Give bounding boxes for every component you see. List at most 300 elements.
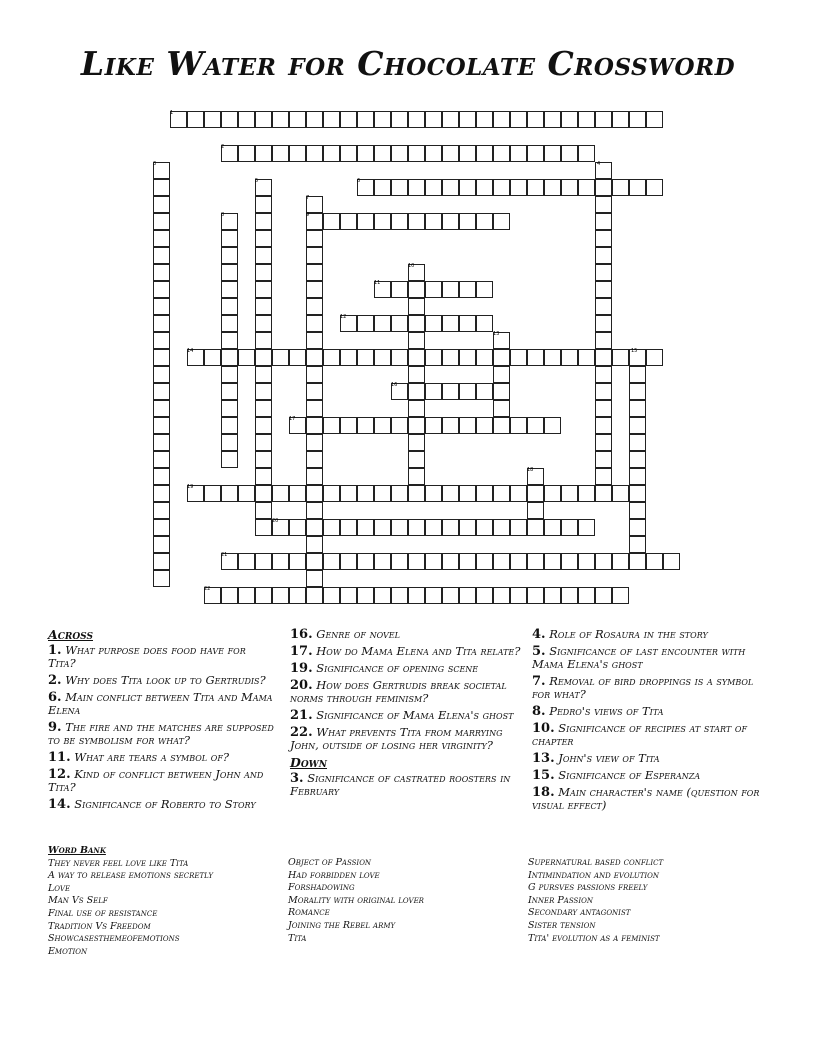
grid-cell[interactable] <box>391 145 408 162</box>
grid-cell[interactable] <box>323 553 340 570</box>
grid-cell[interactable] <box>238 349 255 366</box>
grid-cell[interactable] <box>408 519 425 536</box>
grid-cell[interactable] <box>374 111 391 128</box>
grid-cell[interactable] <box>374 145 391 162</box>
grid-cell[interactable] <box>238 553 255 570</box>
grid-cell[interactable] <box>408 485 425 502</box>
grid-cell[interactable] <box>306 366 323 383</box>
grid-cell[interactable] <box>646 553 663 570</box>
grid-cell[interactable] <box>527 111 544 128</box>
grid-cell[interactable] <box>340 145 357 162</box>
grid-cell[interactable] <box>595 417 612 434</box>
grid-cell[interactable] <box>459 281 476 298</box>
grid-cell[interactable] <box>442 281 459 298</box>
grid-cell[interactable] <box>493 366 510 383</box>
grid-cell[interactable] <box>306 417 323 434</box>
grid-cell[interactable] <box>153 434 170 451</box>
grid-cell[interactable] <box>306 315 323 332</box>
grid-cell[interactable] <box>374 179 391 196</box>
grid-cell[interactable] <box>153 247 170 264</box>
grid-cell[interactable] <box>306 570 323 587</box>
grid-cell[interactable] <box>340 111 357 128</box>
grid-cell[interactable] <box>408 349 425 366</box>
grid-cell[interactable] <box>272 145 289 162</box>
grid-cell[interactable] <box>595 400 612 417</box>
grid-cell[interactable] <box>595 281 612 298</box>
grid-cell[interactable] <box>544 111 561 128</box>
grid-cell[interactable] <box>153 349 170 366</box>
grid-cell[interactable] <box>221 247 238 264</box>
grid-cell[interactable] <box>527 485 544 502</box>
grid-cell[interactable] <box>527 349 544 366</box>
grid-cell[interactable] <box>221 366 238 383</box>
grid-cell[interactable] <box>255 434 272 451</box>
grid-cell[interactable] <box>221 383 238 400</box>
grid-cell[interactable] <box>442 553 459 570</box>
grid-cell[interactable] <box>459 553 476 570</box>
grid-cell[interactable] <box>561 485 578 502</box>
grid-cell[interactable] <box>408 451 425 468</box>
grid-cell[interactable] <box>459 485 476 502</box>
grid-cell[interactable] <box>493 485 510 502</box>
grid-cell[interactable] <box>629 434 646 451</box>
grid-cell[interactable] <box>612 553 629 570</box>
grid-cell[interactable] <box>459 213 476 230</box>
grid-cell[interactable] <box>221 349 238 366</box>
grid-cell[interactable] <box>425 111 442 128</box>
grid-cell[interactable] <box>544 349 561 366</box>
grid-cell[interactable] <box>578 519 595 536</box>
grid-cell[interactable] <box>544 145 561 162</box>
grid-cell[interactable] <box>425 145 442 162</box>
grid-cell[interactable] <box>391 485 408 502</box>
grid-cell[interactable] <box>153 332 170 349</box>
grid-cell[interactable] <box>408 179 425 196</box>
grid-cell[interactable] <box>493 417 510 434</box>
grid-cell[interactable] <box>510 349 527 366</box>
grid-cell[interactable] <box>459 519 476 536</box>
grid-cell[interactable] <box>255 315 272 332</box>
grid-cell[interactable] <box>374 485 391 502</box>
grid-cell[interactable] <box>629 179 646 196</box>
grid-cell[interactable] <box>476 315 493 332</box>
grid-cell[interactable] <box>323 349 340 366</box>
grid-cell[interactable] <box>442 485 459 502</box>
grid-cell[interactable] <box>510 485 527 502</box>
grid-cell[interactable] <box>561 145 578 162</box>
grid-cell[interactable] <box>255 587 272 604</box>
grid-cell[interactable] <box>493 349 510 366</box>
grid-cell[interactable] <box>153 230 170 247</box>
grid-cell[interactable] <box>476 553 493 570</box>
grid-cell[interactable] <box>578 111 595 128</box>
grid-cell[interactable] <box>374 349 391 366</box>
grid-cell[interactable] <box>408 315 425 332</box>
grid-cell[interactable] <box>459 145 476 162</box>
grid-cell[interactable] <box>476 349 493 366</box>
grid-cell[interactable] <box>255 264 272 281</box>
grid-cell[interactable] <box>544 519 561 536</box>
grid-cell[interactable] <box>221 332 238 349</box>
grid-cell[interactable] <box>408 434 425 451</box>
grid-cell[interactable] <box>357 213 374 230</box>
grid-cell[interactable] <box>425 485 442 502</box>
grid-cell[interactable] <box>221 485 238 502</box>
grid-cell[interactable] <box>306 383 323 400</box>
grid-cell[interactable] <box>595 587 612 604</box>
grid-cell[interactable] <box>493 145 510 162</box>
grid-cell[interactable] <box>323 145 340 162</box>
grid-cell[interactable] <box>408 468 425 485</box>
grid-cell[interactable] <box>476 485 493 502</box>
grid-cell[interactable] <box>595 366 612 383</box>
grid-cell[interactable] <box>612 179 629 196</box>
grid-cell[interactable] <box>578 145 595 162</box>
grid-cell[interactable] <box>340 213 357 230</box>
grid-cell[interactable] <box>374 587 391 604</box>
grid-cell[interactable] <box>255 230 272 247</box>
grid-cell[interactable] <box>153 468 170 485</box>
grid-cell[interactable] <box>153 536 170 553</box>
grid-cell[interactable] <box>153 315 170 332</box>
grid-cell[interactable] <box>493 553 510 570</box>
grid-cell[interactable] <box>425 587 442 604</box>
grid-cell[interactable] <box>323 587 340 604</box>
grid-cell[interactable] <box>595 111 612 128</box>
grid-cell[interactable] <box>561 111 578 128</box>
grid-cell[interactable] <box>646 349 663 366</box>
grid-cell[interactable] <box>595 383 612 400</box>
grid-cell[interactable] <box>357 485 374 502</box>
grid-cell[interactable] <box>527 519 544 536</box>
grid-cell[interactable] <box>289 519 306 536</box>
grid-cell[interactable] <box>357 587 374 604</box>
grid-cell[interactable] <box>306 587 323 604</box>
grid-cell[interactable] <box>306 264 323 281</box>
grid-cell[interactable] <box>255 349 272 366</box>
grid-cell[interactable] <box>153 383 170 400</box>
grid-cell[interactable] <box>442 349 459 366</box>
grid-cell[interactable] <box>391 179 408 196</box>
grid-cell[interactable] <box>425 519 442 536</box>
grid-cell[interactable] <box>442 315 459 332</box>
grid-cell[interactable] <box>323 519 340 536</box>
grid-cell[interactable] <box>493 111 510 128</box>
grid-cell[interactable] <box>408 417 425 434</box>
grid-cell[interactable] <box>153 570 170 587</box>
grid-cell[interactable] <box>357 553 374 570</box>
grid-cell[interactable] <box>493 400 510 417</box>
grid-cell[interactable] <box>255 400 272 417</box>
grid-cell[interactable] <box>221 230 238 247</box>
grid-cell[interactable] <box>578 587 595 604</box>
grid-cell[interactable] <box>306 332 323 349</box>
grid-cell[interactable] <box>153 417 170 434</box>
grid-cell[interactable] <box>153 281 170 298</box>
grid-cell[interactable] <box>255 298 272 315</box>
grid-cell[interactable] <box>357 349 374 366</box>
grid-cell[interactable] <box>306 400 323 417</box>
grid-cell[interactable] <box>306 349 323 366</box>
grid-cell[interactable] <box>510 519 527 536</box>
grid-cell[interactable] <box>527 417 544 434</box>
grid-cell[interactable] <box>374 417 391 434</box>
grid-cell[interactable] <box>629 111 646 128</box>
grid-cell[interactable] <box>629 400 646 417</box>
grid-cell[interactable] <box>459 315 476 332</box>
grid-cell[interactable] <box>595 332 612 349</box>
grid-cell[interactable] <box>561 553 578 570</box>
grid-cell[interactable] <box>459 417 476 434</box>
grid-cell[interactable] <box>340 417 357 434</box>
grid-cell[interactable] <box>204 485 221 502</box>
grid-cell[interactable] <box>221 451 238 468</box>
grid-cell[interactable] <box>595 298 612 315</box>
grid-cell[interactable] <box>527 145 544 162</box>
grid-cell[interactable] <box>323 213 340 230</box>
grid-cell[interactable] <box>663 553 680 570</box>
grid-cell[interactable] <box>289 587 306 604</box>
grid-cell[interactable] <box>289 553 306 570</box>
grid-cell[interactable] <box>289 485 306 502</box>
grid-cell[interactable] <box>255 553 272 570</box>
grid-cell[interactable] <box>306 145 323 162</box>
grid-cell[interactable] <box>187 111 204 128</box>
grid-cell[interactable] <box>425 179 442 196</box>
grid-cell[interactable] <box>306 451 323 468</box>
grid-cell[interactable] <box>476 145 493 162</box>
grid-cell[interactable] <box>289 111 306 128</box>
grid-cell[interactable] <box>306 111 323 128</box>
grid-cell[interactable] <box>476 417 493 434</box>
grid-cell[interactable] <box>510 111 527 128</box>
grid-cell[interactable] <box>340 349 357 366</box>
grid-cell[interactable] <box>595 349 612 366</box>
grid-cell[interactable] <box>221 281 238 298</box>
grid-cell[interactable] <box>578 349 595 366</box>
grid-cell[interactable] <box>425 349 442 366</box>
grid-cell[interactable] <box>459 383 476 400</box>
grid-cell[interactable] <box>493 519 510 536</box>
grid-cell[interactable] <box>153 179 170 196</box>
grid-cell[interactable] <box>442 179 459 196</box>
grid-cell[interactable] <box>629 519 646 536</box>
grid-cell[interactable] <box>510 145 527 162</box>
grid-cell[interactable] <box>289 145 306 162</box>
grid-cell[interactable] <box>510 587 527 604</box>
grid-cell[interactable] <box>442 213 459 230</box>
grid-cell[interactable] <box>544 417 561 434</box>
grid-cell[interactable] <box>544 587 561 604</box>
grid-cell[interactable] <box>153 213 170 230</box>
grid-cell[interactable] <box>255 111 272 128</box>
grid-cell[interactable] <box>612 587 629 604</box>
grid-cell[interactable] <box>408 366 425 383</box>
grid-cell[interactable] <box>408 553 425 570</box>
grid-cell[interactable] <box>272 111 289 128</box>
grid-cell[interactable] <box>629 468 646 485</box>
grid-cell[interactable] <box>323 485 340 502</box>
grid-cell[interactable] <box>153 553 170 570</box>
grid-cell[interactable] <box>476 383 493 400</box>
grid-cell[interactable] <box>153 298 170 315</box>
grid-cell[interactable] <box>255 468 272 485</box>
grid-cell[interactable] <box>306 434 323 451</box>
grid-cell[interactable] <box>629 536 646 553</box>
grid-cell[interactable] <box>255 281 272 298</box>
grid-cell[interactable] <box>340 485 357 502</box>
grid-cell[interactable] <box>255 417 272 434</box>
grid-cell[interactable] <box>221 264 238 281</box>
grid-cell[interactable] <box>629 383 646 400</box>
grid-cell[interactable] <box>306 485 323 502</box>
grid-cell[interactable] <box>204 111 221 128</box>
grid-cell[interactable] <box>612 111 629 128</box>
grid-cell[interactable] <box>374 519 391 536</box>
grid-cell[interactable] <box>255 332 272 349</box>
grid-cell[interactable] <box>612 349 629 366</box>
grid-cell[interactable] <box>595 468 612 485</box>
grid-cell[interactable] <box>408 587 425 604</box>
grid-cell[interactable] <box>391 315 408 332</box>
grid-cell[interactable] <box>425 213 442 230</box>
grid-cell[interactable] <box>306 502 323 519</box>
grid-cell[interactable] <box>221 417 238 434</box>
grid-cell[interactable] <box>153 502 170 519</box>
grid-cell[interactable] <box>408 145 425 162</box>
grid-cell[interactable] <box>595 264 612 281</box>
grid-cell[interactable] <box>459 587 476 604</box>
grid-cell[interactable] <box>221 434 238 451</box>
grid-cell[interactable] <box>629 451 646 468</box>
grid-cell[interactable] <box>578 485 595 502</box>
grid-cell[interactable] <box>578 179 595 196</box>
grid-cell[interactable] <box>408 400 425 417</box>
grid-cell[interactable] <box>459 179 476 196</box>
grid-cell[interactable] <box>476 179 493 196</box>
grid-cell[interactable] <box>442 519 459 536</box>
grid-cell[interactable] <box>306 519 323 536</box>
grid-cell[interactable] <box>306 468 323 485</box>
grid-cell[interactable] <box>527 179 544 196</box>
grid-cell[interactable] <box>255 247 272 264</box>
grid-cell[interactable] <box>408 213 425 230</box>
grid-cell[interactable] <box>357 315 374 332</box>
grid-cell[interactable] <box>595 179 612 196</box>
grid-cell[interactable] <box>306 230 323 247</box>
grid-cell[interactable] <box>221 111 238 128</box>
grid-cell[interactable] <box>595 230 612 247</box>
grid-cell[interactable] <box>442 417 459 434</box>
grid-cell[interactable] <box>595 553 612 570</box>
grid-cell[interactable] <box>306 553 323 570</box>
grid-cell[interactable] <box>595 247 612 264</box>
grid-cell[interactable] <box>391 587 408 604</box>
grid-cell[interactable] <box>340 587 357 604</box>
grid-cell[interactable] <box>221 315 238 332</box>
grid-cell[interactable] <box>153 519 170 536</box>
grid-cell[interactable] <box>153 451 170 468</box>
grid-cell[interactable] <box>374 213 391 230</box>
grid-cell[interactable] <box>527 553 544 570</box>
grid-cell[interactable] <box>646 179 663 196</box>
grid-cell[interactable] <box>595 485 612 502</box>
grid-cell[interactable] <box>442 587 459 604</box>
grid-cell[interactable] <box>442 145 459 162</box>
grid-cell[interactable] <box>493 179 510 196</box>
grid-cell[interactable] <box>629 366 646 383</box>
grid-cell[interactable] <box>476 111 493 128</box>
grid-cell[interactable] <box>408 111 425 128</box>
grid-cell[interactable] <box>306 298 323 315</box>
grid-cell[interactable] <box>442 111 459 128</box>
grid-cell[interactable] <box>255 383 272 400</box>
grid-cell[interactable] <box>391 213 408 230</box>
grid-cell[interactable] <box>408 383 425 400</box>
grid-cell[interactable] <box>493 383 510 400</box>
grid-cell[interactable] <box>306 281 323 298</box>
grid-cell[interactable] <box>425 553 442 570</box>
grid-cell[interactable] <box>153 485 170 502</box>
grid-cell[interactable] <box>391 111 408 128</box>
grid-cell[interactable] <box>442 383 459 400</box>
grid-cell[interactable] <box>544 485 561 502</box>
grid-cell[interactable] <box>153 264 170 281</box>
grid-cell[interactable] <box>476 281 493 298</box>
grid-cell[interactable] <box>425 417 442 434</box>
grid-cell[interactable] <box>476 213 493 230</box>
grid-cell[interactable] <box>544 553 561 570</box>
grid-cell[interactable] <box>255 519 272 536</box>
grid-cell[interactable] <box>408 281 425 298</box>
grid-cell[interactable] <box>272 485 289 502</box>
grid-cell[interactable] <box>459 349 476 366</box>
grid-cell[interactable] <box>459 111 476 128</box>
grid-cell[interactable] <box>357 519 374 536</box>
grid-cell[interactable] <box>595 213 612 230</box>
grid-cell[interactable] <box>255 145 272 162</box>
grid-cell[interactable] <box>323 417 340 434</box>
grid-cell[interactable] <box>510 553 527 570</box>
grid-cell[interactable] <box>255 451 272 468</box>
grid-cell[interactable] <box>595 196 612 213</box>
grid-cell[interactable] <box>272 587 289 604</box>
grid-cell[interactable] <box>561 519 578 536</box>
grid-cell[interactable] <box>629 417 646 434</box>
grid-cell[interactable] <box>357 417 374 434</box>
grid-cell[interactable] <box>289 349 306 366</box>
grid-cell[interactable] <box>391 553 408 570</box>
grid-cell[interactable] <box>408 332 425 349</box>
grid-cell[interactable] <box>476 587 493 604</box>
grid-cell[interactable] <box>221 298 238 315</box>
grid-cell[interactable] <box>272 349 289 366</box>
grid-cell[interactable] <box>340 553 357 570</box>
grid-cell[interactable] <box>510 179 527 196</box>
grid-cell[interactable] <box>153 196 170 213</box>
grid-cell[interactable] <box>153 366 170 383</box>
grid-cell[interactable] <box>238 111 255 128</box>
grid-cell[interactable] <box>493 213 510 230</box>
grid-cell[interactable] <box>595 434 612 451</box>
grid-cell[interactable] <box>629 502 646 519</box>
grid-cell[interactable] <box>595 315 612 332</box>
grid-cell[interactable] <box>306 247 323 264</box>
grid-cell[interactable] <box>357 111 374 128</box>
grid-cell[interactable] <box>425 315 442 332</box>
grid-cell[interactable] <box>323 111 340 128</box>
grid-cell[interactable] <box>629 485 646 502</box>
